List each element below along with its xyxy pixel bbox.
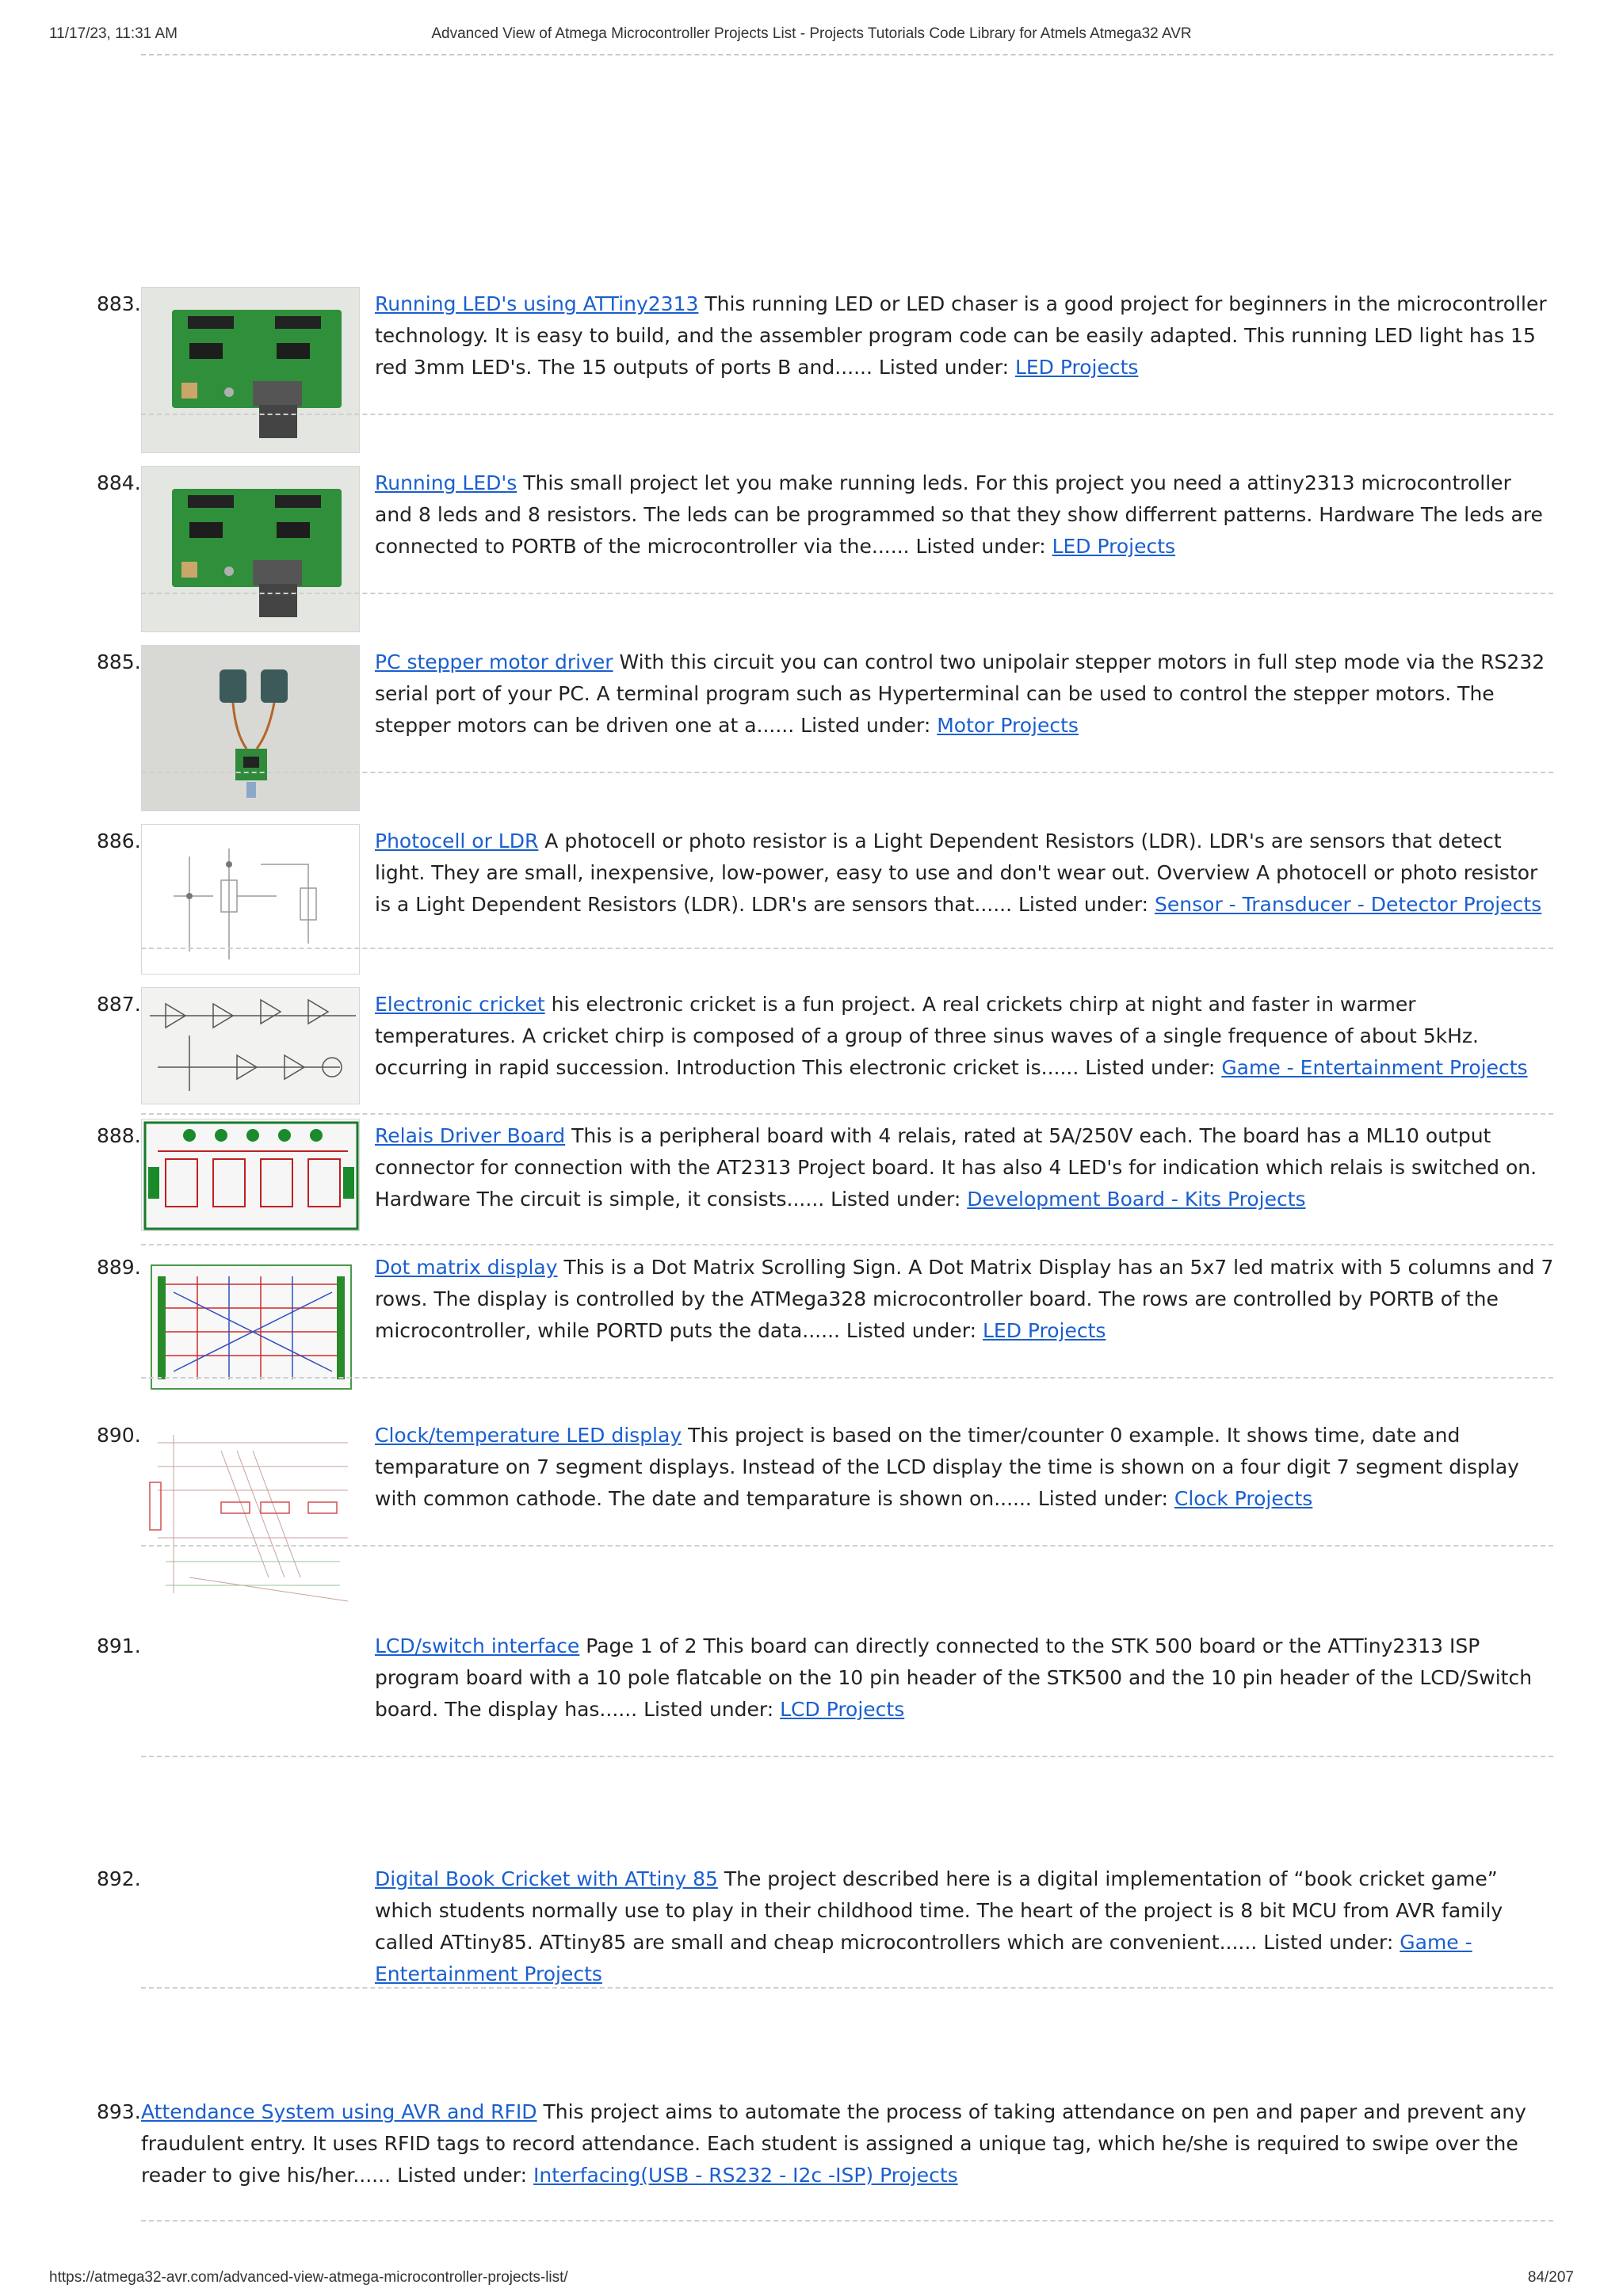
project-description: This running LED or LED chaser is a good project for beginners in the microcontroller technology. It is easy to build, and the assembler program code can be easily adapted. This running LED light has 15 red 3mm LED's. The 15 outputs of ports B and...... Listed under: (375, 292, 1547, 379)
project-thumbnail-image (141, 466, 360, 632)
project-title-link[interactable]: Dot matrix display (375, 1256, 558, 1279)
project-thumbnail-image (141, 1119, 360, 1231)
category-link[interactable]: Development Board - Kits Projects (967, 1188, 1306, 1211)
entry-text (375, 1863, 1554, 1990)
print-page-title: Advanced View of Atmega Microcontroller Projects List - Projects Tutorials Code Library for Atmels Atmega32 AVR (431, 25, 1192, 42)
category-link[interactable]: Interfacing(USB - RS232 - I2c -ISP) Projects (533, 2164, 958, 2187)
project-description: This is a peripheral board with 4 relais, rated at 5A/250V each. The board has a ML10 output connector for connection with the AT2313 Project board. It has also 4 LED's for indication which relais is switched on. Hardware The circuit is simple, it consists...... Listed under: (375, 1124, 1537, 1211)
entry-divider (141, 948, 1553, 949)
project-thumbnail-image (141, 1418, 360, 1608)
entry-text (375, 646, 1554, 742)
entry-number: 891. (97, 1634, 141, 1657)
category-link[interactable]: Sensor - Transducer - Detector Projects (1155, 893, 1542, 916)
entry-text (375, 1120, 1554, 1215)
category-link[interactable]: LED Projects (1014, 356, 1139, 379)
entry-text (375, 288, 1554, 383)
category-link[interactable]: Game - Entertainment Projects (1221, 1056, 1528, 1079)
project-description: This project is based on the timer/counter 0 example. It shows time, date and temparature on 7 segment displays. Instead of the LCD display the time is shown on a four digit 7 segment display with common cathode. The date and temparature is shown on...... Listed under: (375, 1424, 1519, 1510)
project-description: A photocell or photo resistor is a Light Dependent Resistors (LDR). LDR's are sensors that detect light. They are small, inexpensive, low-power, easy to use and don't wear out. Overview A photocell or photo resistor is a Light Dependent Resistors (LDR). LDR's are sensors that...... Listed under: (375, 830, 1538, 916)
project-title-link[interactable]: Relais Driver Board (375, 1124, 566, 1147)
project-thumbnail-image (141, 824, 360, 974)
project-thumbnail-image (141, 287, 360, 453)
print-page-number: 84/207 (1527, 2269, 1574, 2286)
entry-number: 886. (97, 830, 141, 852)
entry-divider (141, 1113, 1553, 1115)
category-link[interactable]: Game - Entertainment Projects (375, 1931, 1472, 1985)
entry-text (141, 2096, 1554, 2191)
project-description: This small project let you make running leds. For this project you need a attiny2313 microcontroller and 8 leds and 8 resistors. The leds can be programmed so that they show differrent patterns. Hardware The leds are connected to PORTB of the microcontroller via the...... Listed under: (375, 471, 1543, 558)
project-title-link[interactable]: Electronic cricket (375, 993, 545, 1016)
print-datetime: 11/17/23, 11:31 AM (49, 25, 178, 42)
project-description: This is a Dot Matrix Scrolling Sign. A Dot Matrix Display has an 5x7 led matrix with 5 columns and 7 rows. The display is controlled by the ATMega328 microcontroller board. The rows are controlled by PORTB of the microcontroller, while PORTD puts the data...... Listed under: (375, 1256, 1554, 1342)
entry-text (375, 989, 1554, 1084)
entry-divider (141, 414, 1553, 415)
entry-text (375, 467, 1554, 563)
entry-divider (141, 1756, 1553, 1757)
project-title-link[interactable]: PC stepper motor driver (375, 650, 613, 673)
entry-text (375, 1252, 1554, 1347)
entry-divider (141, 2220, 1553, 2222)
project-thumbnail-image (141, 987, 360, 1104)
project-title-link[interactable]: Running LED's (375, 471, 517, 494)
project-title-link[interactable]: Photocell or LDR (375, 830, 539, 852)
category-link[interactable]: Motor Projects (937, 714, 1079, 737)
project-title-link[interactable]: Running LED's using ATTiny2313 (375, 292, 699, 315)
header-divider (141, 54, 1553, 55)
category-link[interactable]: LCD Projects (780, 1698, 905, 1721)
entry-divider (141, 593, 1553, 594)
project-thumbnail-image (141, 645, 360, 811)
entry-number: 885. (97, 650, 141, 673)
project-title-link[interactable]: Digital Book Cricket with ATtiny 85 (375, 1867, 718, 1890)
project-description: This project aims to automate the process of taking attendance on pen and paper and prevent any fraudulent entry. It uses RFID tags to record attendance. Each student is assigned a unique tag, which he/she is required to swipe over the reader to give his/her...... Listed under: (141, 2100, 1526, 2187)
entry-divider (141, 1244, 1553, 1245)
project-description: The project described here is a digital implementation of “book cricket game” which students normally use to play in their childhood time. The heart of the project is 8 bit MCU from AVR family called ATtiny85. ATtiny85 are small and cheap microcontrollers which are convenient...... Listed under: (375, 1867, 1503, 1954)
entry-number: 883. (97, 292, 141, 315)
project-description: With this circuit you can control two unipolair stepper motors in full step mode via the RS232 serial port of your PC. A terminal program such as Hyperterminal can be used to control the stepper motors. The stepper motors can be driven one at a...... Listed under: (375, 650, 1545, 737)
entry-number: 892. (97, 1867, 141, 1890)
entry-divider (141, 772, 1553, 773)
project-thumbnail-image (141, 1260, 360, 1393)
entry-number: 887. (97, 993, 141, 1016)
entry-number: 890. (97, 1424, 141, 1447)
project-title-link[interactable]: LCD/switch interface (375, 1634, 580, 1657)
entry-text (375, 1420, 1554, 1515)
entry-divider (141, 1377, 1553, 1379)
project-description: his electronic cricket is a fun project. A real crickets chirp at night and faster in warmer temperatures. A cricket chirp is composed of a group of three sinus waves of a single frequence of about 5kHz. occurring in rapid succession. Introduction This electronic cricket is...... Listed under: (375, 993, 1479, 1079)
print-source-url: https://atmega32-avr.com/advanced-view-atmega-microcontroller-projects-list/ (49, 2269, 568, 2286)
project-title-link[interactable]: Clock/temperature LED display (375, 1424, 682, 1447)
category-link[interactable]: LED Projects (1052, 535, 1176, 558)
entry-number: 889. (97, 1256, 141, 1279)
entry-text (375, 1630, 1554, 1726)
category-link[interactable]: LED Projects (982, 1319, 1106, 1342)
project-title-link[interactable]: Attendance System using AVR and RFID (141, 2100, 537, 2123)
entry-number: 888. (97, 1124, 141, 1147)
entry-number: 884. (97, 471, 141, 494)
entry-divider (141, 1987, 1553, 1989)
category-link[interactable]: Clock Projects (1174, 1487, 1313, 1510)
entry-divider (141, 1545, 1553, 1547)
entry-number: 893. (97, 2100, 141, 2123)
project-description: Page 1 of 2 This board can directly connected to the STK 500 board or the ATTiny2313 ISP program board with a 10 pole flatcable on the 10 pin header of the STK500 and the 10 pin header of the LCD/Switch board. The display has...... Listed under: (375, 1634, 1533, 1721)
entry-text (375, 826, 1554, 921)
